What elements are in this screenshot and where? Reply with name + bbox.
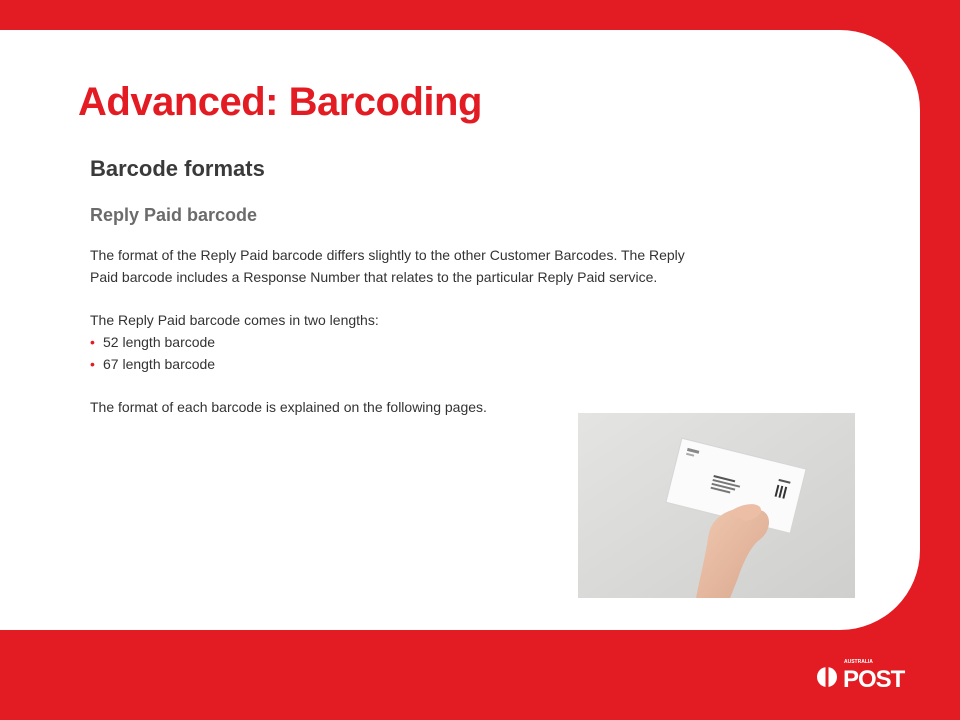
slide-subtitle: Barcode formats xyxy=(90,156,265,181)
bullet-icon: • xyxy=(90,356,95,372)
envelope-photo xyxy=(578,413,855,598)
paragraph-lengths: The Reply Paid barcode comes in two lengths: xyxy=(90,312,379,328)
slide-title: Advanced: Barcoding xyxy=(78,80,482,124)
section-heading: Reply Paid barcode xyxy=(90,205,258,225)
hand-holding-envelope-image xyxy=(578,413,855,598)
svg-text:POST: POST xyxy=(843,666,905,692)
list-item xyxy=(90,331,710,353)
bullet-text: 67 length barcode xyxy=(103,356,216,372)
paragraph-closing: The format of each barcode is explained on the following pages. xyxy=(90,399,487,415)
list-item xyxy=(90,353,710,375)
bullet-icon: • xyxy=(90,334,95,350)
australia-post-logo xyxy=(816,658,916,692)
paragraph-intro: The format of the Reply Paid barcode differs slightly to the other Customer Barcodes. The Reply Paid barcode includes a Response Number that relates to the particular Reply Paid service. xyxy=(90,247,685,285)
body-text xyxy=(90,244,710,418)
bullet-list xyxy=(90,331,710,375)
svg-text:AUSTRALIA: AUSTRALIA xyxy=(844,659,873,665)
post-logo-icon xyxy=(816,658,916,692)
bullet-text: 52 length barcode xyxy=(103,334,216,350)
